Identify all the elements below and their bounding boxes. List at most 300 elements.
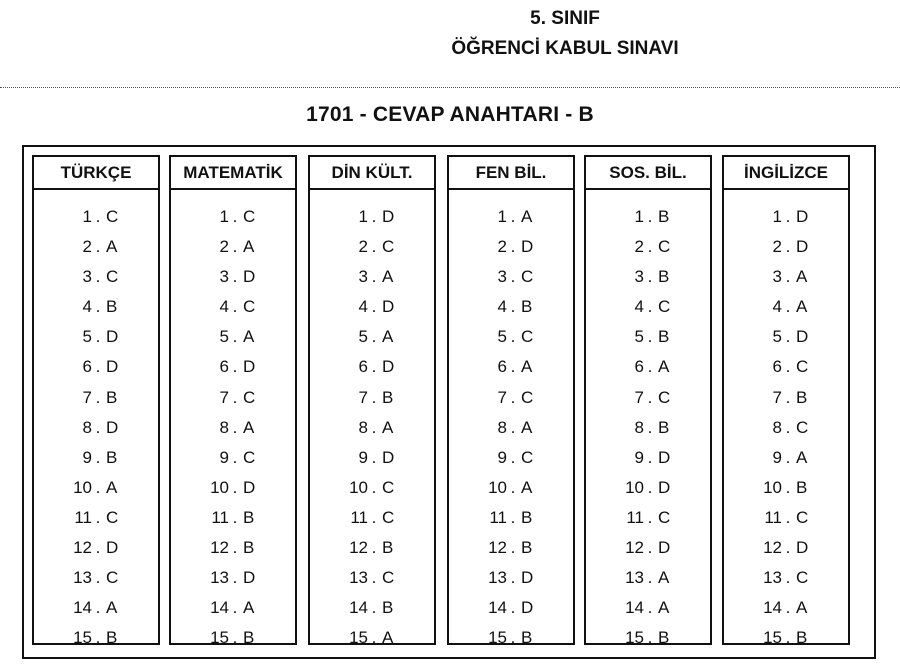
separator: .: [232, 297, 238, 317]
answer-row: [724, 593, 848, 623]
question-number: 6: [497, 357, 507, 377]
answer-letter: B: [106, 297, 118, 317]
answer-letter: C: [243, 447, 256, 467]
answer-letter: B: [243, 628, 255, 648]
answer-row: [34, 533, 158, 563]
answer-letter: A: [521, 207, 533, 226]
question-number: 13: [625, 568, 644, 588]
answer-row: [171, 563, 295, 593]
answer-row: [586, 262, 710, 292]
question-number: 12: [625, 538, 644, 558]
question-number: 3: [358, 267, 368, 287]
answer-letter: D: [382, 297, 395, 317]
separator: .: [785, 568, 791, 588]
question-number: 4: [219, 297, 229, 317]
separator: .: [371, 598, 377, 618]
answer-row: [449, 383, 573, 413]
question-number: 2: [219, 237, 229, 257]
question-number: 6: [772, 357, 782, 377]
question-number: 11: [211, 507, 229, 527]
question-number: 10: [210, 477, 229, 497]
answer-letter: A: [243, 598, 255, 618]
answer-row: [171, 352, 295, 382]
question-number: 14: [73, 598, 92, 618]
answer-row: [310, 292, 434, 322]
answer-row: [34, 202, 158, 232]
question-number: 2: [358, 237, 368, 257]
question-number: 12: [210, 538, 229, 558]
separator: .: [510, 357, 516, 377]
separator: .: [95, 568, 101, 588]
answer-letter: C: [796, 417, 809, 437]
question-number: 15: [349, 628, 368, 648]
separator: .: [510, 327, 516, 347]
question-number: 7: [634, 387, 644, 407]
subject-header: SOS. BİL.: [586, 157, 710, 190]
question-number: 1: [219, 207, 229, 226]
answer-row: [171, 262, 295, 292]
question-number: 9: [219, 447, 229, 467]
separator: .: [785, 297, 791, 317]
separator: .: [647, 538, 653, 558]
question-number: 6: [634, 357, 644, 377]
separator: .: [232, 628, 238, 648]
answer-row: [171, 413, 295, 443]
separator: .: [232, 237, 238, 257]
separator: .: [510, 387, 516, 407]
answer-row: [586, 473, 710, 503]
answer-list: [310, 190, 434, 653]
answer-row: [34, 563, 158, 593]
answer-letter: A: [796, 447, 808, 467]
answer-row: [34, 443, 158, 473]
answer-row: [449, 413, 573, 443]
separator: .: [232, 417, 238, 437]
answer-letter: C: [521, 327, 534, 347]
answer-row: [586, 292, 710, 322]
answer-letter: A: [658, 598, 670, 618]
question-number: 12: [349, 538, 368, 558]
question-number: 15: [763, 628, 782, 648]
separator: .: [785, 267, 791, 287]
separator: .: [232, 447, 238, 467]
answer-row: [310, 533, 434, 563]
question-number: 8: [772, 417, 782, 437]
answer-letter: A: [106, 237, 118, 257]
question-number: 11: [350, 507, 368, 527]
question-number: 11: [489, 507, 507, 527]
question-number: 3: [634, 267, 644, 287]
question-number: 5: [219, 327, 229, 347]
answer-letter: C: [106, 207, 119, 226]
question-number: 1: [634, 207, 644, 226]
answer-row: [586, 503, 710, 533]
separator: .: [232, 207, 238, 226]
subject-column-sos-bil: [584, 155, 712, 648]
answer-row: [586, 443, 710, 473]
answer-row: [724, 533, 848, 563]
answer-row: [310, 593, 434, 623]
question-number: 15: [625, 628, 644, 648]
subject-header: İNGİLİZCE: [724, 157, 848, 190]
answer-letter: A: [796, 598, 808, 618]
separator: .: [232, 327, 238, 347]
question-number: 9: [497, 447, 507, 467]
separator: .: [371, 207, 377, 226]
answer-row: [310, 202, 434, 232]
question-number: 2: [497, 237, 507, 257]
answer-letter: A: [796, 267, 808, 287]
separator: .: [510, 477, 516, 497]
answer-letter: B: [106, 628, 118, 648]
question-number: 14: [349, 598, 368, 618]
answer-row: [449, 593, 573, 623]
separator: .: [510, 237, 516, 257]
subject-header: MATEMATİK: [171, 157, 295, 190]
answer-row: [586, 352, 710, 382]
answer-letter: C: [796, 357, 809, 377]
answer-row: [310, 262, 434, 292]
subject-column-ingilizce: [722, 155, 850, 648]
answer-row: [724, 623, 848, 653]
separator: .: [785, 598, 791, 618]
question-number: 12: [763, 538, 782, 558]
question-number: 13: [349, 568, 368, 588]
answer-letter: D: [796, 327, 809, 347]
separator: .: [510, 417, 516, 437]
answer-row: [310, 503, 434, 533]
separator: .: [785, 507, 791, 527]
answer-letter: B: [243, 538, 255, 558]
question-number: 15: [210, 628, 229, 648]
answer-row: [724, 232, 848, 262]
answer-letter: B: [106, 447, 118, 467]
answer-letter: C: [382, 237, 395, 257]
question-number: 2: [634, 237, 644, 257]
separator: .: [647, 628, 653, 648]
answer-list: [586, 190, 710, 653]
answer-letter: C: [658, 507, 671, 527]
separator: .: [785, 357, 791, 377]
separator: .: [232, 477, 238, 497]
separator: .: [95, 447, 101, 467]
answer-letter: D: [382, 207, 395, 226]
answer-letter: D: [658, 477, 671, 497]
answer-letter: A: [243, 237, 255, 257]
question-number: 11: [74, 507, 92, 527]
question-number: 10: [763, 477, 782, 497]
answer-letter: C: [658, 237, 671, 257]
answer-row: [171, 322, 295, 352]
separator: .: [647, 417, 653, 437]
separator: .: [95, 387, 101, 407]
separator: .: [371, 477, 377, 497]
answer-key-frame: [22, 145, 876, 659]
question-number: 9: [772, 447, 782, 467]
answer-row: [34, 232, 158, 262]
answer-row: [586, 322, 710, 352]
answer-letter: B: [521, 297, 533, 317]
answer-letter: A: [106, 477, 118, 497]
question-number: 12: [488, 538, 507, 558]
separator: .: [510, 267, 516, 287]
separator: .: [371, 357, 377, 377]
separator: .: [371, 327, 377, 347]
answer-letter: C: [796, 568, 809, 588]
answer-letter: B: [521, 538, 533, 558]
answer-row: [449, 352, 573, 382]
answer-letter: B: [382, 598, 394, 618]
answer-list: [34, 190, 158, 653]
separator: .: [647, 297, 653, 317]
answer-letter: C: [243, 207, 256, 226]
separator: .: [95, 507, 101, 527]
answer-row: [34, 623, 158, 653]
separator: .: [510, 297, 516, 317]
answer-row: [171, 232, 295, 262]
separator: .: [95, 327, 101, 347]
answer-row: [310, 383, 434, 413]
question-number: 8: [82, 417, 92, 437]
answer-row: [586, 232, 710, 262]
question-number: 8: [497, 417, 507, 437]
answer-list: [171, 190, 295, 653]
answer-row: [310, 623, 434, 653]
subject-column-matematik: [169, 155, 297, 648]
separator: .: [371, 568, 377, 588]
answer-letter: D: [243, 568, 256, 588]
answer-row: [449, 563, 573, 593]
separator: .: [785, 207, 791, 226]
answer-letter: D: [521, 237, 534, 257]
question-number: 3: [497, 267, 507, 287]
answer-letter: B: [658, 267, 670, 287]
separator: .: [647, 387, 653, 407]
answer-letter: A: [382, 628, 394, 648]
answer-letter: D: [796, 207, 809, 226]
question-number: 14: [210, 598, 229, 618]
answer-row: [586, 383, 710, 413]
subject-column-din-kult: [308, 155, 436, 648]
question-number: 8: [634, 417, 644, 437]
answer-letter: A: [521, 357, 533, 377]
question-number: 1: [358, 207, 368, 226]
answer-row: [449, 322, 573, 352]
answer-row: [34, 593, 158, 623]
separator: .: [371, 267, 377, 287]
separator: .: [371, 507, 377, 527]
answer-letter: A: [382, 417, 394, 437]
answer-letter: B: [106, 387, 118, 407]
answer-row: [310, 443, 434, 473]
answer-row: [724, 413, 848, 443]
answer-row: [171, 473, 295, 503]
separator: .: [647, 568, 653, 588]
answer-letter: D: [796, 538, 809, 558]
answer-row: [449, 503, 573, 533]
separator: .: [371, 297, 377, 317]
answer-row: [34, 503, 158, 533]
subject-header: DİN KÜLT.: [310, 157, 434, 190]
answer-row: [449, 232, 573, 262]
answer-letter: D: [658, 447, 671, 467]
answer-row: [310, 563, 434, 593]
question-number: 5: [634, 327, 644, 347]
separator: .: [785, 477, 791, 497]
separator: .: [95, 297, 101, 317]
separator: .: [510, 598, 516, 618]
answer-row: [724, 503, 848, 533]
answer-row: [310, 352, 434, 382]
answer-letter: D: [796, 237, 809, 257]
question-number: 3: [772, 267, 782, 287]
answer-row: [724, 262, 848, 292]
separator: .: [510, 538, 516, 558]
answer-row: [310, 413, 434, 443]
separator: .: [95, 538, 101, 558]
question-number: 8: [219, 417, 229, 437]
answer-row: [449, 202, 573, 232]
answer-row: [449, 262, 573, 292]
separator: .: [232, 357, 238, 377]
answer-letter: D: [243, 477, 256, 497]
separator: .: [510, 507, 516, 527]
answer-letter: A: [382, 327, 394, 347]
answer-row: [586, 533, 710, 563]
answer-letter: B: [243, 507, 255, 527]
answer-row: [34, 413, 158, 443]
question-number: 5: [497, 327, 507, 347]
separator: .: [647, 207, 653, 226]
answer-letter: C: [106, 267, 119, 287]
separator: .: [95, 628, 101, 648]
separator: .: [95, 477, 101, 497]
question-number: 6: [219, 357, 229, 377]
answer-letter: D: [106, 327, 119, 347]
separator: .: [232, 267, 238, 287]
answer-letter: A: [106, 598, 118, 618]
answer-row: [724, 383, 848, 413]
separator: .: [510, 447, 516, 467]
separator: .: [785, 327, 791, 347]
question-number: 7: [82, 387, 92, 407]
answer-row: [724, 322, 848, 352]
answer-list: [724, 190, 848, 653]
answer-letter: A: [658, 357, 670, 377]
dotted-divider: [0, 87, 900, 88]
question-number: 8: [358, 417, 368, 437]
answer-row: [724, 563, 848, 593]
answer-letter: A: [243, 417, 255, 437]
answer-row: [171, 202, 295, 232]
separator: .: [371, 387, 377, 407]
answer-letter: C: [658, 297, 671, 317]
question-number: 2: [772, 237, 782, 257]
answer-row: [34, 473, 158, 503]
answer-letter: B: [521, 507, 533, 527]
separator: .: [647, 598, 653, 618]
separator: .: [510, 568, 516, 588]
question-number: 4: [772, 297, 782, 317]
answer-row: [34, 292, 158, 322]
answer-letter: D: [106, 417, 119, 437]
answer-letter: D: [658, 538, 671, 558]
separator: .: [510, 628, 516, 648]
question-number: 13: [763, 568, 782, 588]
answer-row: [34, 352, 158, 382]
separator: .: [785, 237, 791, 257]
question-number: 3: [219, 267, 229, 287]
separator: .: [371, 237, 377, 257]
question-number: 6: [358, 357, 368, 377]
answer-letter: C: [243, 297, 256, 317]
question-number: 7: [358, 387, 368, 407]
question-number: 15: [488, 628, 507, 648]
answer-row: [171, 623, 295, 653]
answer-letter: C: [382, 507, 395, 527]
answer-letter: D: [243, 267, 256, 287]
question-number: 15: [73, 628, 92, 648]
question-number: 9: [82, 447, 92, 467]
separator: .: [95, 598, 101, 618]
answer-letter: D: [382, 447, 395, 467]
answer-row: [310, 322, 434, 352]
answer-letter: C: [106, 568, 119, 588]
answer-list: [449, 190, 573, 653]
answer-row: [586, 202, 710, 232]
answer-letter: D: [106, 357, 119, 377]
question-number: 5: [358, 327, 368, 347]
answer-key-title: 1701 - CEVAP ANAHTARI - B: [306, 103, 594, 126]
question-number: 4: [82, 297, 92, 317]
separator: .: [232, 507, 238, 527]
answer-letter: A: [243, 327, 255, 347]
subject-header: TÜRKÇE: [34, 157, 158, 190]
question-number: 3: [82, 267, 92, 287]
subject-column-fen-bil: [447, 155, 575, 648]
question-number: 13: [488, 568, 507, 588]
question-number: 4: [634, 297, 644, 317]
separator: .: [510, 207, 516, 226]
question-number: 11: [626, 507, 644, 527]
question-number: 12: [73, 538, 92, 558]
answer-letter: D: [382, 357, 395, 377]
separator: .: [647, 237, 653, 257]
answer-letter: B: [658, 628, 670, 648]
question-number: 1: [82, 207, 92, 226]
answer-row: [586, 623, 710, 653]
answer-letter: D: [106, 538, 119, 558]
answer-row: [449, 473, 573, 503]
separator: .: [785, 447, 791, 467]
question-number: 13: [210, 568, 229, 588]
separator: .: [785, 417, 791, 437]
separator: .: [232, 568, 238, 588]
question-number: 5: [82, 327, 92, 347]
answer-row: [724, 473, 848, 503]
answer-row: [586, 593, 710, 623]
question-number: 13: [73, 568, 92, 588]
answer-letter: C: [521, 387, 534, 407]
separator: .: [785, 628, 791, 648]
separator: .: [95, 267, 101, 287]
answer-letter: B: [382, 538, 394, 558]
question-number: 10: [625, 477, 644, 497]
separator: .: [232, 538, 238, 558]
question-number: 11: [764, 507, 782, 527]
question-number: 1: [772, 207, 782, 226]
answer-row: [171, 383, 295, 413]
